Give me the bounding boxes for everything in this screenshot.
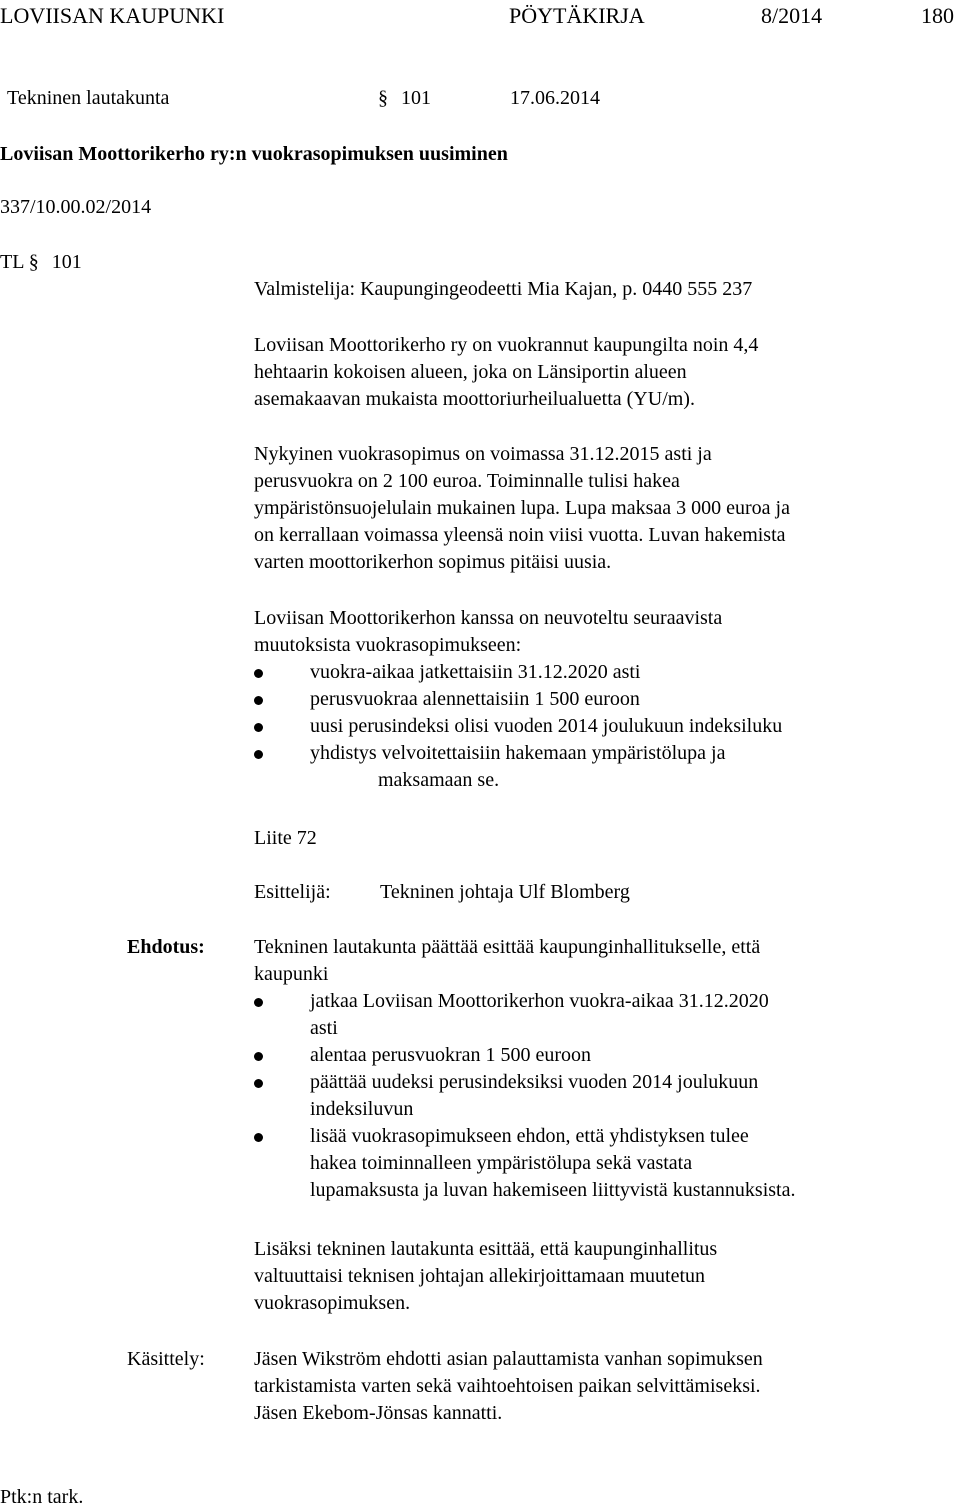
text-line: muutoksista vuokrasopimukseen: [254, 634, 522, 656]
list-item-text: vuokra-aikaa jatkettaisiin 31.12.2020 asti [310, 661, 641, 683]
list-item [254, 740, 782, 794]
paragraph-lease-area [254, 332, 758, 413]
case-section-symbol: § [28, 251, 39, 273]
text-line: Jäsen Ekebom-Jönsas kannatti. [254, 1402, 503, 1424]
case-id [0, 249, 82, 276]
text-line: vuokrasopimuksen. [254, 1292, 411, 1314]
proposal-intro [254, 934, 760, 988]
meeting-body: Tekninen lautakunta [7, 87, 170, 109]
handling-label: Käsittely: [127, 1348, 205, 1370]
attachment-reference: Liite 72 [254, 827, 317, 849]
bullet-icon [254, 669, 263, 678]
proposal-list [254, 988, 795, 1204]
list-item-text-continued: asti [310, 1017, 338, 1039]
meeting-date: 17.06.2014 [510, 87, 600, 109]
changes-list [254, 659, 782, 794]
bullet-icon [254, 998, 263, 1007]
text-line: Lisäksi tekninen lautakunta esittää, että kaupunginhallitus [254, 1238, 718, 1260]
list-item [254, 686, 782, 713]
list-item-text: perusvuokraa alennettaisiin 1 500 euroon [310, 688, 640, 710]
section-mark [378, 85, 431, 112]
proposal-authorization [254, 1236, 717, 1317]
text-line: kaupunki [254, 963, 329, 985]
minutes-checker: Ptk:n tark. [0, 1486, 84, 1508]
paragraph-negotiated-changes [254, 605, 722, 659]
list-item-text: lisää vuokrasopimukseen ehdon, että yhdistyksen tulee [310, 1125, 749, 1147]
text-line: hehtaarin kokoisen alueen, joka on Länsiportin alueen [254, 361, 687, 383]
issue-number: 8/2014 [761, 3, 823, 28]
list-item-text: jatkaa Loviisan Moottorikerhon vuokra-aikaa 31.12.2020 [310, 990, 769, 1012]
text-line: asemakaavan mukaista moottoriurheilualuetta (YU/m). [254, 388, 695, 410]
bullet-icon [254, 1079, 263, 1088]
org-name: LOVIISAN KAUPUNKI [0, 3, 225, 28]
list-item [254, 713, 782, 740]
doc-type: PÖYTÄKIRJA [509, 3, 645, 28]
list-item-text: alentaa perusvuokran 1 500 euroon [310, 1044, 592, 1066]
page-number: 180 [921, 3, 954, 28]
list-item [254, 988, 795, 1042]
text-line: Tekninen lautakunta päättää esittää kaupunginhallitukselle, että [254, 936, 761, 958]
list-item-text: yhdistys velvoitettaisiin hakemaan ympäristölupa ja [310, 742, 726, 764]
list-item-text-continued: lupamaksusta ja luvan hakemiseen liittyvistä kustannuksista. [310, 1179, 796, 1201]
subject-reference: 337/10.00.02/2014 [0, 196, 152, 218]
list-item [254, 1069, 795, 1123]
text-line: tarkistamista varten sekä vaihtoehtoisen paikan selvittämiseksi. [254, 1375, 761, 1397]
list-item-text-continued: hakea toiminnalleen ympäristölupa sekä vastata [310, 1152, 693, 1174]
presenter-label: Esittelijä: [254, 881, 331, 903]
bullet-icon [254, 1052, 263, 1061]
presenter-name: Tekninen johtaja Ulf Blomberg [380, 881, 630, 903]
subject-title: Loviisan Moottorikerho ry:n vuokrasopimuksen uusiminen [0, 143, 508, 165]
section-number: 101 [401, 87, 431, 109]
text-line: valtuuttaisi teknisen johtajan allekirjoittamaan muutetun [254, 1265, 705, 1287]
paragraph-current-lease [254, 441, 790, 576]
text-line: ympäristönsuojelulain mukainen lupa. Lupa maksaa 3 000 euroa ja [254, 497, 790, 519]
text-line: Nykyinen vuokrasopimus on voimassa 31.12.2015 asti ja [254, 443, 712, 465]
proposal-label: Ehdotus: [127, 936, 205, 958]
text-line: Loviisan Moottorikerho ry on vuokrannut kaupungilta noin 4,4 [254, 334, 759, 356]
list-item [254, 659, 782, 686]
text-line: on kerrallaan voimassa yleensä noin viisi vuotta. Luvan hakemista [254, 524, 786, 546]
text-line: perusvuokra on 2 100 euroa. Toiminnalle tulisi hakea [254, 470, 680, 492]
text-line: Jäsen Wikström ehdotti asian palauttamista vanhan sopimuksen [254, 1348, 763, 1370]
list-item-text-continued: maksamaan se. [378, 769, 500, 791]
list-item-text-continued: indeksiluvun [310, 1098, 414, 1120]
case-number: 101 [51, 251, 82, 273]
bullet-icon [254, 750, 263, 759]
list-item [254, 1042, 795, 1069]
bullet-icon [254, 1133, 263, 1142]
text-line: Loviisan Moottorikerhon kanssa on neuvoteltu seuraavista [254, 607, 723, 629]
list-item-text: uusi perusindeksi olisi vuoden 2014 joulukuun indeksiluku [310, 715, 783, 737]
section-symbol: § [378, 87, 388, 109]
handling-text [254, 1346, 763, 1427]
list-item-text: päättää uudeksi perusindeksiksi vuoden 2014 joulukuun [310, 1071, 759, 1093]
bullet-icon [254, 723, 263, 732]
case-prefix: TL [0, 251, 24, 273]
list-item [254, 1123, 795, 1204]
bullet-icon [254, 696, 263, 705]
text-line: varten moottorikerhon sopimus pitäisi uusia. [254, 551, 612, 573]
preparer-line: Valmistelija: Kaupungingeodeetti Mia Kajan, p. 0440 555 237 [254, 278, 753, 300]
